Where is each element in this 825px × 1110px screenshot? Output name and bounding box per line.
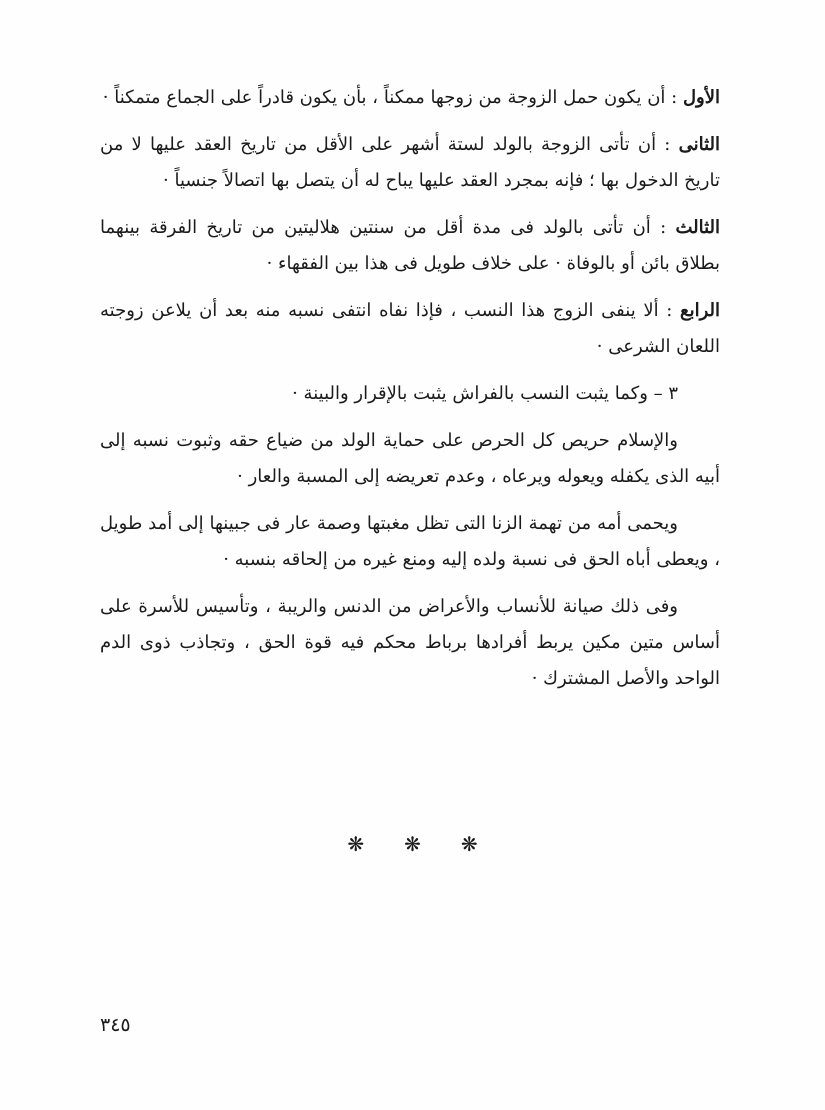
asterisk-icon: ❋ (404, 832, 421, 856)
section-separator (0, 832, 825, 856)
body-paragraph: ويحمى أمه من تهمة الزنا التى تظل مغبتها وصمة عار فى جبينها إلى أمد طويل ، ويعطى أباه الحق فى نسبة ولده إليه ومنع غيره من إلحاقه بنسبه · (100, 513, 720, 570)
paragraph-text: : أن تأتى بالولد فى مدة أقل من سنتين هلاليتين من تاريخ الفرقة بينهما بطلاق بائن أو بالوفاة · على خلاف طويل فى هذا بين الفقهاء · (100, 217, 720, 274)
paragraph-third-condition (100, 210, 720, 282)
paragraph-second-condition (100, 127, 720, 199)
asterisk-icon: ❋ (460, 832, 478, 856)
term-first: الأول (682, 87, 720, 108)
paragraph-text: : ألا ينفى الزوج هذا النسب ، فإذا نفاه انتفى نسبه منه بعد أن يلاعن زوجته اللعان الشرعى · (100, 300, 720, 357)
paragraph-text: : أن يكون حمل الزوجة من زوجها ممكناً ، بأن يكون قادراً على الجماع متمكناً · (102, 87, 683, 108)
term-fourth: الرابع (679, 300, 720, 321)
paragraph-first-condition (100, 80, 720, 116)
body-paragraph: وفى ذلك صيانة للأنساب والأعراض من الدنس والريبة ، وتأسيس للأسرة على أساس متين مكين يربط أفرادها برباط محكم فيه قوة الحق ، وتجاذب ذوى الدم الواحد والأصل المشترك · (100, 596, 720, 689)
term-third: الثالث (675, 217, 720, 238)
term-second: الثانى (678, 134, 720, 155)
paragraph-text: : أن تأتى الزوجة بالولد لستة أشهر على الأقل من تاريخ العقد عليها لا من تاريخ الدخول بها ؛ فإنه بمجرد العقد عليها يباح له أن يتصل بها اتصالاً جنسياً · (100, 134, 720, 191)
page-text (100, 80, 720, 708)
paragraph-fourth-condition (100, 293, 720, 365)
point-three: ٣ – وكما يثبت النسب بالفراش يثبت بالإقرار والبينة · (292, 383, 678, 404)
asterisk-icon: ❋ (347, 832, 365, 856)
page-number: ٣٤٥ (100, 1014, 131, 1036)
body-paragraph: والإسلام حريص كل الحرص على حماية الولد من ضياع حقه وثبوت نسبه إلى أبيه الذى يكفله ويعوله ويرعاه ، وعدم تعريضه إلى المسبة والعار · (100, 430, 720, 487)
